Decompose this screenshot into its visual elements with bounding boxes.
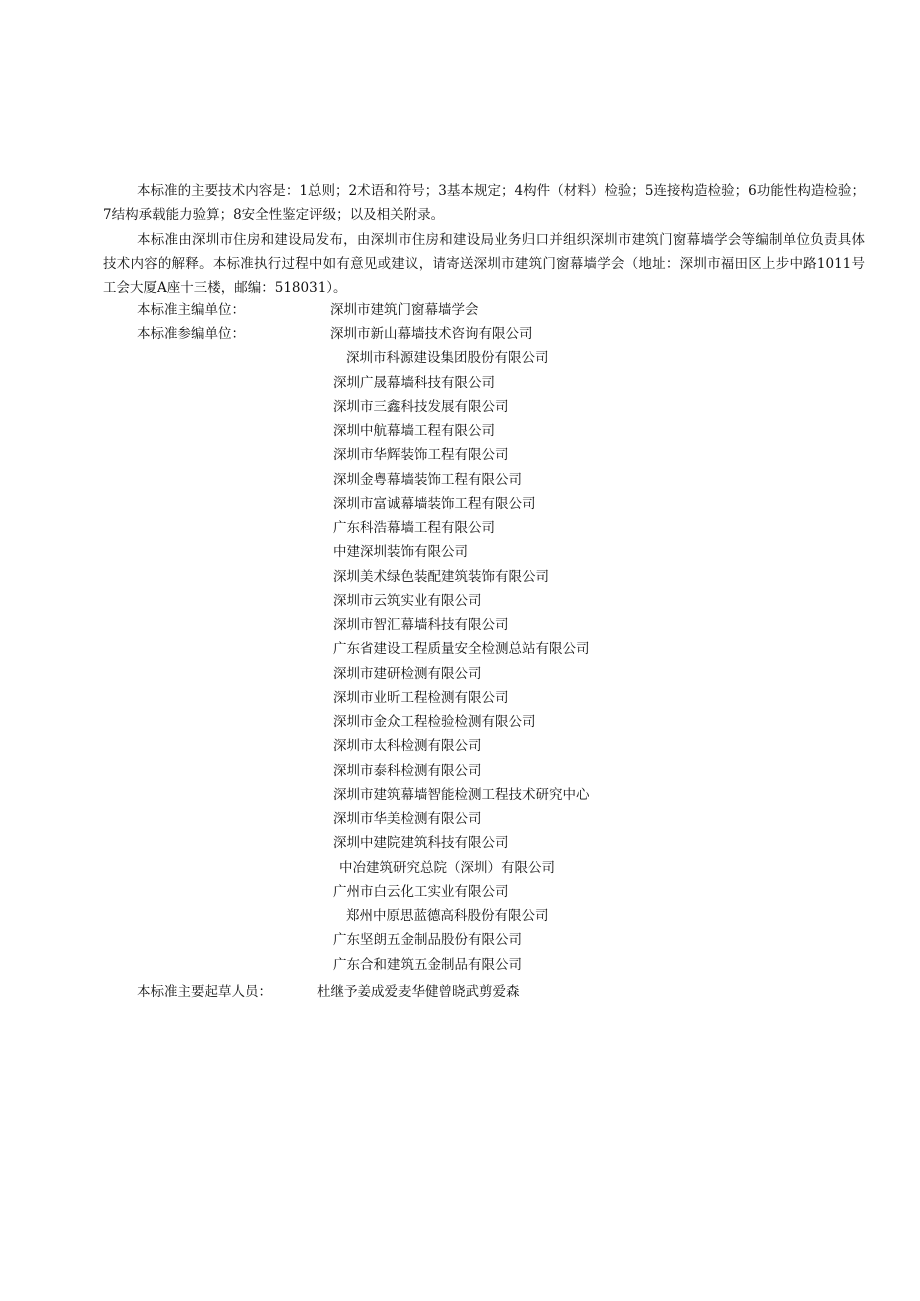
participant-unit: 深圳市太科检测有限公司: [333, 738, 482, 754]
participant-unit: 深圳市新山幕墙技术咨询有限公司: [330, 326, 533, 342]
participant-unit: 深圳市科源建设集团股份有限公司: [346, 350, 549, 366]
chief-editor-label: 本标准主编单位：: [137, 302, 245, 318]
participant-unit: 深圳市业昕工程检测有限公司: [333, 690, 509, 706]
participant-unit: 广东坚朗五金制品股份有限公司: [333, 932, 522, 948]
participant-unit: 深圳市华辉装饰工程有限公司: [333, 447, 509, 463]
participant-unit: 深圳中建院建筑科技有限公司: [333, 835, 509, 851]
participant-unit: 深圳市金众工程检验检测有限公司: [333, 714, 536, 730]
participant-unit: 深圳市建筑幕墙智能检测工程技术研究中心: [333, 787, 590, 803]
drafters-value: 杜继予姜成爱麦华健曾晓武剪爱森: [317, 984, 520, 1000]
participant-unit: 广州市白云化工实业有限公司: [333, 884, 509, 900]
participant-unit: 广东科浩幕墙工程有限公司: [333, 520, 495, 536]
main-content-paragraph: 本标准的主要技术内容是：1总则；2术语和符号；3基本规定；4构件（材料）检验；5连接构造检验；6功能性构造检验；7结构承载能力验算；8安全性鉴定评级；以及相关附录。: [103, 183, 865, 223]
participant-unit: 深圳市智汇幕墙科技有限公司: [333, 617, 509, 633]
participant-unit: 深圳广晟幕墙科技有限公司: [333, 375, 495, 391]
participant-unit: 中建深圳装饰有限公司: [333, 544, 468, 560]
interpretation-paragraph: 本标准由深圳市住房和建设局发布，由深圳市住房和建设局业务归口并组织深圳市建筑门窗幕墙学会等编制单位负责具体技术内容的解释。本标准执行过程中如有意见或建议，请寄送深圳市建筑门窗幕墙学会（地址：深圳市福田区上步中路1011号工会大厦A座十三楼，邮编：518031）。: [103, 232, 865, 296]
participants-label: 本标准参编单位：: [137, 326, 245, 342]
participant-unit: 郑州中原思蓝德高科股份有限公司: [346, 908, 549, 924]
participant-unit: 深圳市建研检测有限公司: [333, 666, 482, 682]
participant-unit: 深圳美术绿色装配建筑装饰有限公司: [333, 569, 549, 585]
participant-unit: 深圳市云筑实业有限公司: [333, 593, 482, 609]
participant-unit: 深圳市三鑫科技发展有限公司: [333, 399, 509, 415]
participant-unit: 深圳市华美检测有限公司: [333, 811, 482, 827]
participant-unit: 广东合和建筑五金制品有限公司: [333, 957, 522, 973]
participant-unit: 深圳市泰科检测有限公司: [333, 763, 482, 779]
participant-unit: 深圳中航幕墙工程有限公司: [333, 423, 495, 439]
participant-unit: 深圳金粤幕墙装饰工程有限公司: [333, 472, 522, 488]
chief-editor-value: 深圳市建筑门窗幕墙学会: [330, 302, 479, 318]
participant-unit: 深圳市富诚幕墙装饰工程有限公司: [333, 496, 536, 512]
participant-unit: 中冶建筑研究总院（深圳）有限公司: [339, 860, 555, 876]
drafters-label: 本标准主要起草人员：: [137, 984, 272, 1000]
participant-unit: 广东省建设工程质量安全检测总站有限公司: [333, 641, 590, 657]
